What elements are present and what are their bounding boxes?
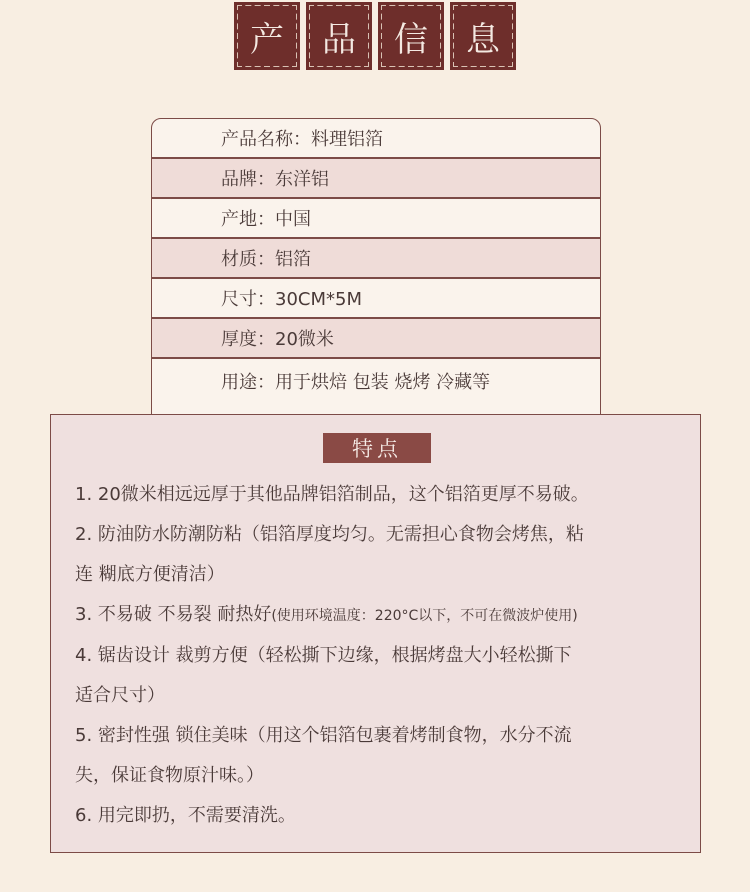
feature-line: 6. 用完即扔，不需要清洗。 [75, 805, 296, 826]
section-title [0, 4, 750, 70]
feature-line: 5. 密封性强 锁住美味（用这个铝箔包裹着烤制食物，水分不流 [75, 725, 572, 746]
title-char: 息 [452, 4, 514, 68]
feature-line-note: (使用环境温度：220°C以下，不可在微波炉使用) [271, 608, 578, 624]
features-title: 特点 [323, 433, 431, 463]
info-row-origin: 产地：中国 [152, 199, 600, 239]
info-row-brand: 品牌：东洋铝 [152, 159, 600, 199]
feature-line: 2. 防油防水防潮防粘（铝箔厚度均匀。无需担心食物会烤焦，粘 [75, 524, 584, 545]
features-list [75, 475, 695, 836]
feature-line: 失，保证食物原汁味。） [75, 765, 264, 786]
feature-line: 4. 锯齿设计 裁剪方便（轻松撕下边缘，根据烤盘大小轻松撕下 [75, 645, 572, 666]
feature-line-main: 3. 不易破 不易裂 耐热好 [75, 604, 272, 625]
info-row-usage: 用途：用于烘焙 包装 烧烤 冷藏等 [221, 372, 491, 393]
product-info-table [151, 118, 601, 418]
info-row-thickness: 厚度：20微米 [152, 319, 600, 359]
feature-line: 适合尺寸） [75, 685, 165, 706]
title-char: 品 [308, 4, 370, 68]
feature-line: 1. 20微米相远远厚于其他品牌铝箔制品，这个铝箔更厚不易破。 [75, 484, 589, 505]
title-char: 信 [380, 4, 442, 68]
title-char: 产 [236, 4, 298, 68]
info-row-size: 尺寸：30CM*5M [152, 279, 600, 319]
features-panel [50, 414, 701, 853]
feature-line: 连 糊底方便清洁） [75, 564, 225, 585]
feature-line [75, 595, 695, 636]
info-row-name: 产品名称：料理铝箔 [152, 119, 600, 159]
info-row-material: 材质：铝箔 [152, 239, 600, 279]
